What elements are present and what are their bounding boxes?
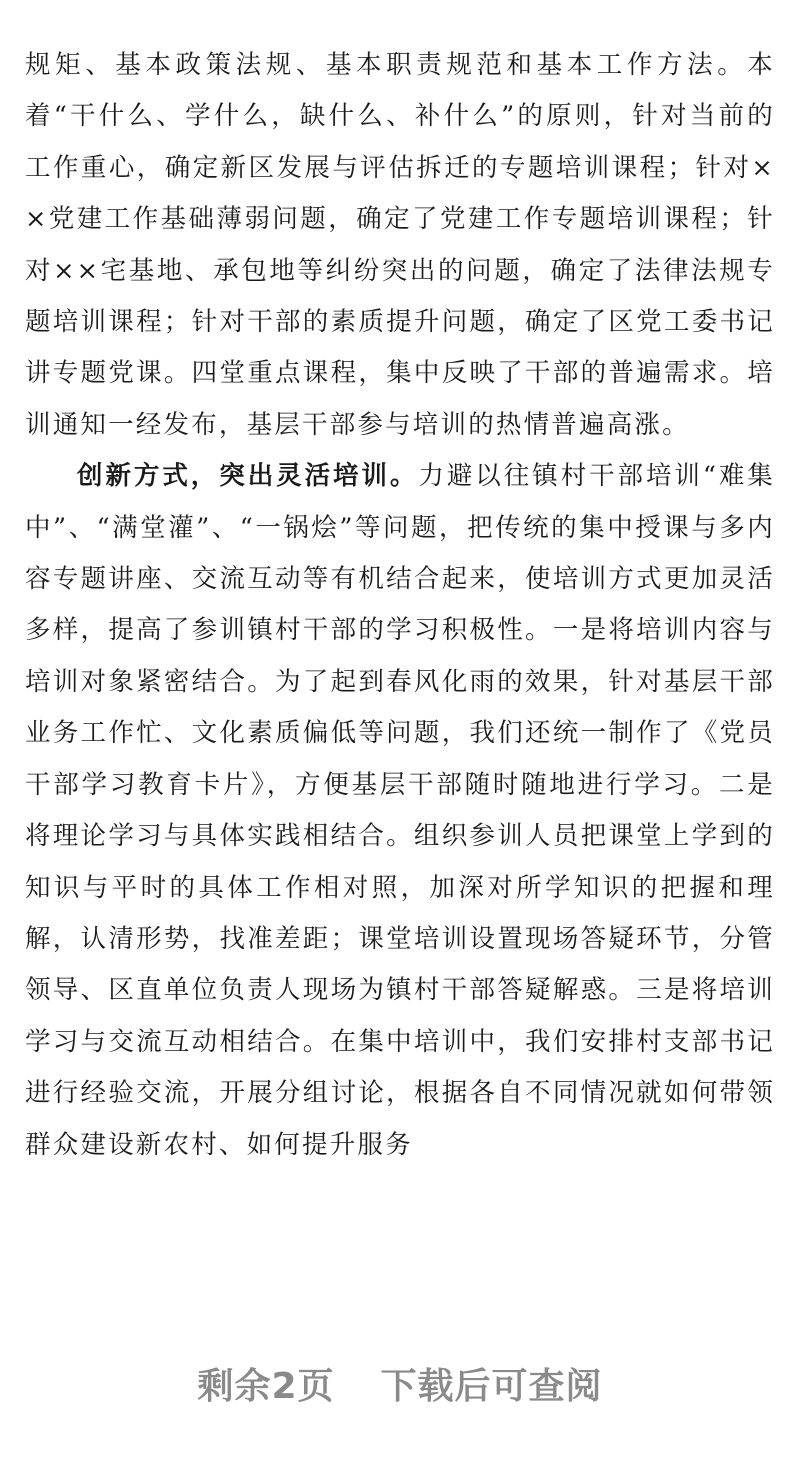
paragraph-1 — [25, 40, 775, 451]
paragraph-2 — [25, 451, 775, 1171]
paragraph-2-heading: 创新方式，突出灵活培训。 — [77, 461, 419, 492]
download-to-view-label: 下载后可查阅 — [380, 1366, 603, 1407]
paragraph-2-text: 力避以往镇村干部培训“难集中”、“满堂灌”、“一锅烩”等问题，把传统的集中授课与多内容专题讲座、交流互动等有机结合起来，使培训方式更加灵活多样，提高了参训镇村干部的学习积极性。一是将培训内容与培训对象紧密结合。为了起到春风化雨的效果，针对基层干部业务工作忙、文化素质偏低等问题，我们还统一制作了《党员干部学习教育卡片》，方便基层干部随时随地进行学习。二是将理论学习与具体实践相结合。组织参训人员把课堂上学到的知识与平时的具体工作相对照，加深对所学知识的把握和理解，认清形势，找准差距；课堂培训设置现场答疑环节，分管领导、区直单位负责人现场为镇村干部答疑解惑。三是将培训学习与交流互动相结合。在集中培训中，我们安排村支部书记进行经验交流，开展分组讨论，根据各自不同情况就如何带领群众建设新农村、如何提升服务 — [25, 461, 776, 1160]
paragraph-1-text: 规矩、基本政策法规、基本职责规范和基本工作方法。本着“干什么、学什么，缺什么、补什么”的原则，针对当前的工作重心，确定新区发展与评估拆迁的专题培训课程；针对××党建工作基础薄弱问题，确定了党建工作专题培训课程；针对××宅基地、承包地等纠纷突出的问题，确定了法律法规专题培训课程；针对干部的素质提升问题，确定了区党工委书记讲专题党课。四堂重点课程，集中反映了干部的普遍需求。培训通知一经发布，基层干部参与培训的热情普遍高涨。 — [25, 50, 775, 440]
remaining-pages-label: 剩余2页 — [197, 1366, 335, 1407]
document-body — [25, 40, 775, 1171]
download-prompt-banner[interactable] — [0, 1362, 800, 1412]
